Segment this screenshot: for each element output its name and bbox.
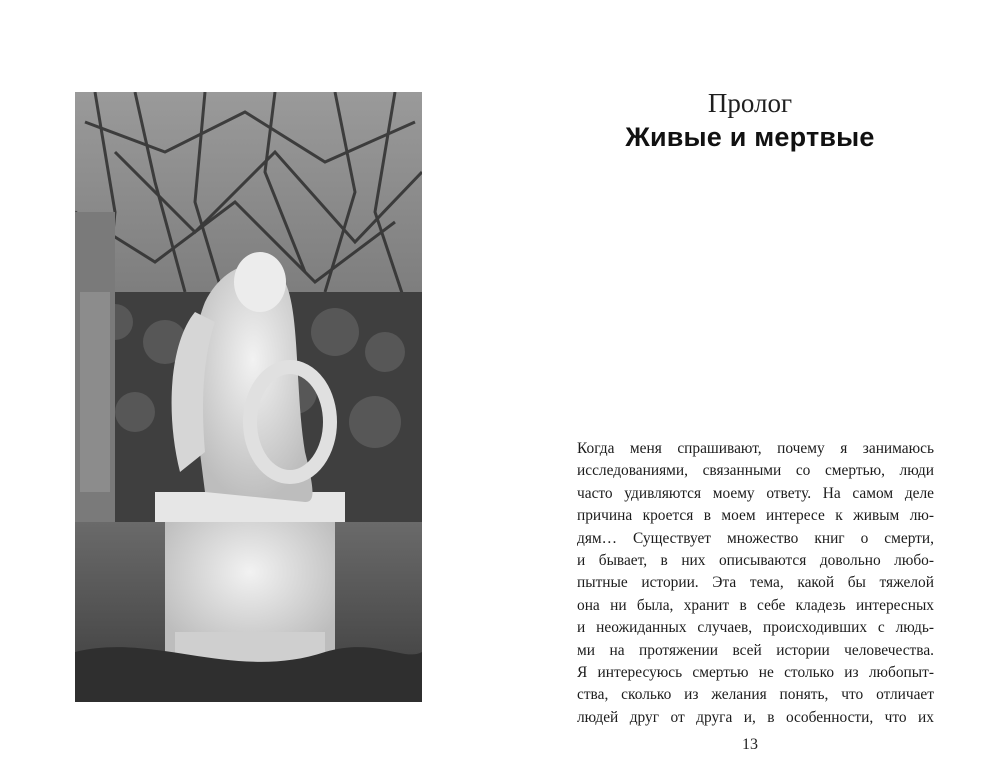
text-line: Я интересуюсь смертью не столько из любопыт- [577, 663, 934, 681]
page-number: 13 [742, 736, 758, 753]
text-line: причина кроется в моем интересе к живым лю- [577, 507, 934, 525]
text-line: пытные истории. Эта тема, какой бы тяжелой [577, 574, 934, 592]
body-text [577, 438, 934, 729]
photo-illustration [75, 92, 422, 702]
text-line: и бывает, в них описываются довольно любо- [577, 551, 934, 569]
text-line: исследованиями, связанными со смертью, люди [577, 462, 934, 480]
text-line: часто удивляются моему ответу. На самом деле [577, 484, 934, 502]
text-line: она ни была, хранит в себе кладезь интересных [577, 596, 934, 614]
text-line: дям… Существует множество книг о смерти, [577, 529, 934, 547]
text-line: и неожиданных случаев, происходивших с людь- [577, 619, 934, 637]
text-line: людей друг от друга и, в особенности, что их [577, 708, 934, 726]
text-line: ства, сколько из желания понять, что отличает [577, 686, 934, 704]
text-line: Когда меня спрашивают, почему я занимаюсь [577, 440, 934, 457]
chapter-kicker: Пролог [707, 88, 793, 118]
text-line: ми на протяжении всей истории человечества. [577, 641, 934, 659]
chapter-title: Живые и мертвые [625, 122, 875, 152]
angel-statue-photo [75, 92, 422, 702]
